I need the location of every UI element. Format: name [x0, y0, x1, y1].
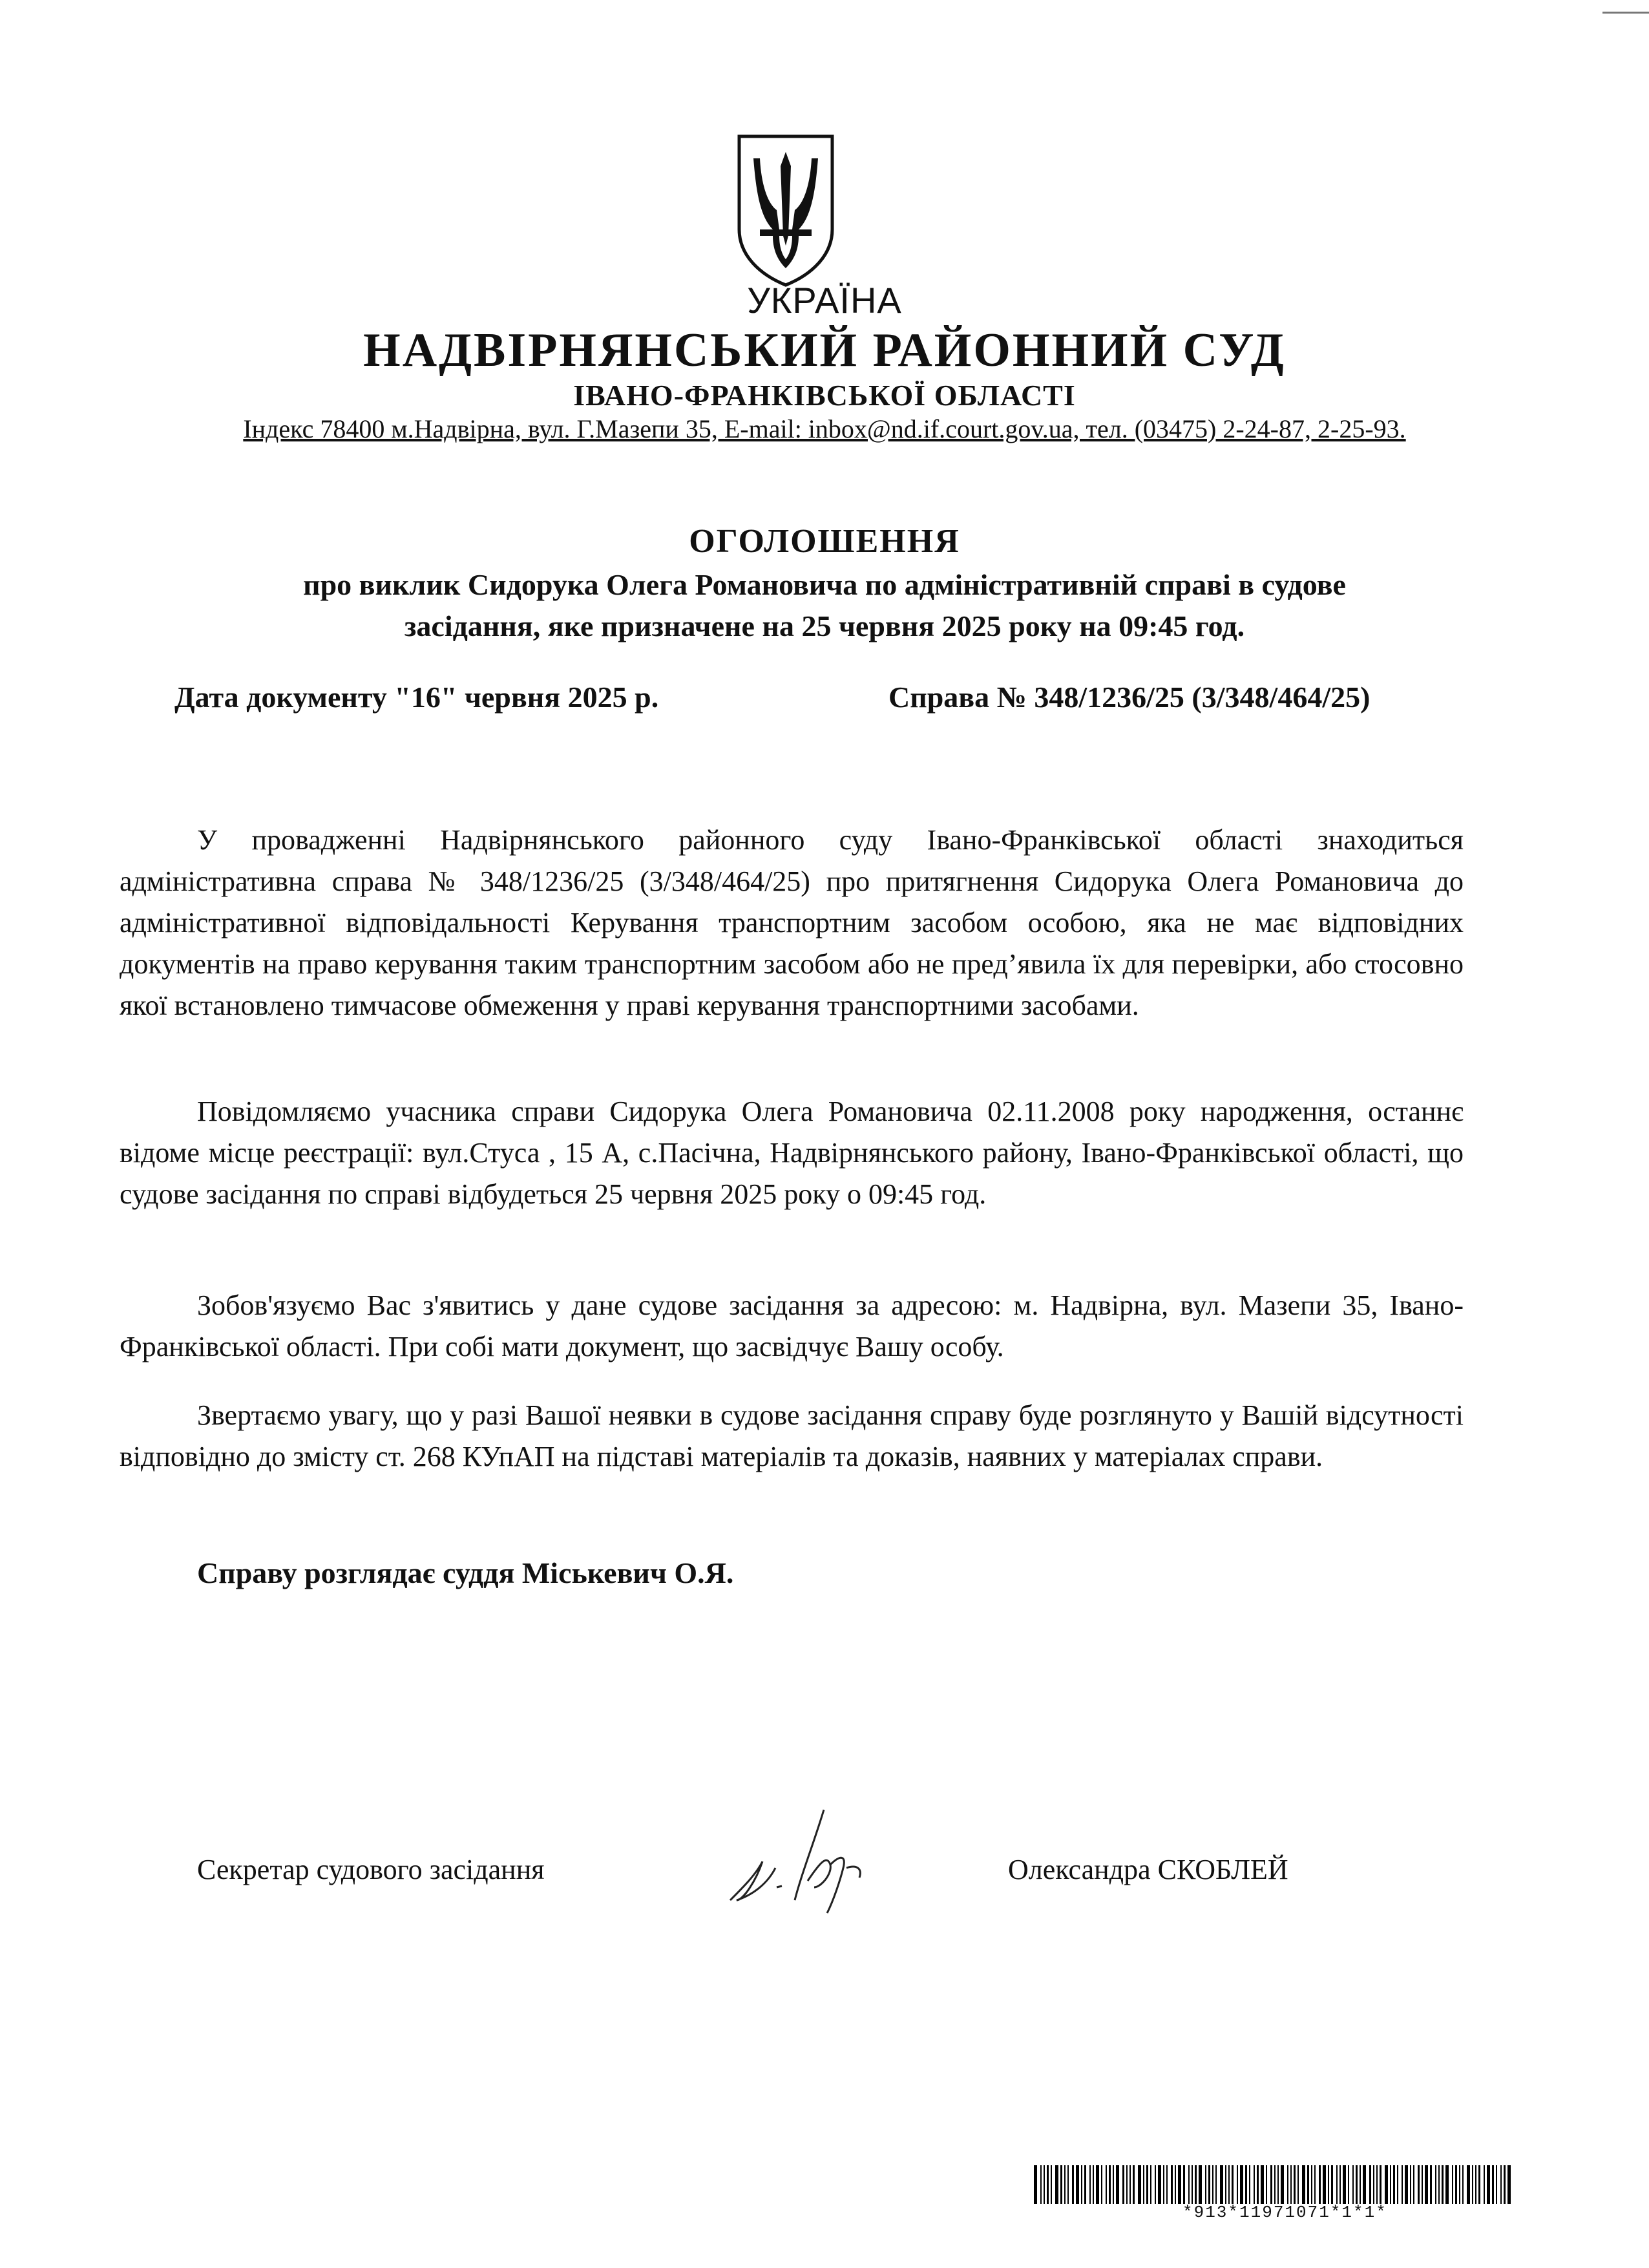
trident-emblem-icon: [734, 132, 837, 288]
barcode-number: *913*11971071*1*1*: [1182, 2203, 1387, 2222]
announcement-title: ОГОЛОШЕННЯ: [689, 523, 960, 560]
court-contacts: Індекс 78400 м.Надвірна, вул. Г.Мазепи 35, E-mail: inbox@nd.if.court.gov.ua, тел. (03475) 2-24-87, 2-25-93.: [243, 414, 1406, 443]
announcement-subtitle-line2: засідання, яке призначене на 25 червня 2025 року на 09:45 год.: [404, 609, 1245, 642]
secretary-name: Олександра СКОБЛЕЙ: [1008, 1854, 1288, 1885]
document-date: Дата документу "16" червня 2025 р.: [174, 681, 659, 714]
barcode-graphic: [1034, 2165, 1512, 2204]
country-heading: УКРАЇНА: [747, 280, 902, 321]
body-paragraph-4: Звертаємо увагу, що у разі Вашої неявки в судове засідання справу буде розглянуто у Вашій відсутності відповідно до змісту ст. 268 КУпАП на підставі матеріалів та доказів, наявних у матеріалах справи.: [120, 1399, 1464, 1472]
court-region: ІВАНО-ФРАНКІВСЬКОЇ ОБЛАСТІ: [573, 379, 1076, 412]
handwritten-signature: [717, 1803, 885, 1920]
court-name: НАДВІРНЯНСЬКИЙ РАЙОННИЙ СУД: [363, 324, 1286, 377]
case-number: Справа № 348/1236/25 (3/348/464/25): [888, 681, 1371, 714]
body-paragraph-2: Повідомляємо учасника справи Сидорука Олега Романовича 02.11.2008 року народження, останнє відоме місце реєстрації: вул.Стуса , 15 А, с.Пасічна, Надвірнянського району, Івано-Франківської області, що судове засідання по справі відбудеться 25 червня 2025 року о 09:45 год.: [120, 1096, 1464, 1210]
announcement-subtitle-line1: про виклик Сидорука Олега Романовича по адміністративній справі в судове: [303, 568, 1346, 601]
judge-line: Справу розглядає суддя Міськевич О.Я.: [197, 1556, 734, 1589]
body-paragraph-3: Зобов'язуємо Вас з'явитись у дане судове засідання за адресою: м. Надвірна, вул. Мазепи 35, Івано-Франківської області. При собі мати документ, що засвідчує Вашу особу.: [120, 1289, 1464, 1362]
body-paragraph-1: У провадженні Надвірнянського районного суду Івано-Франківської області знаходиться адміністративна справа № 348/1236/25 (3/348/464/25) про притягнення Сидорука Олега Романовича до адміністративної відповідальності Керування транспортним засобом особою, яка не має відповідних документів на право керування таким транспортним засобом або не пред’явила їх для перевірки, або стосовно якої встановлено тимчасове обмеження у праві керування транспортними засобами.: [120, 824, 1464, 1021]
secretary-role: Секретар судового засідання: [197, 1854, 545, 1885]
scan-edge-mark: [1602, 12, 1649, 14]
